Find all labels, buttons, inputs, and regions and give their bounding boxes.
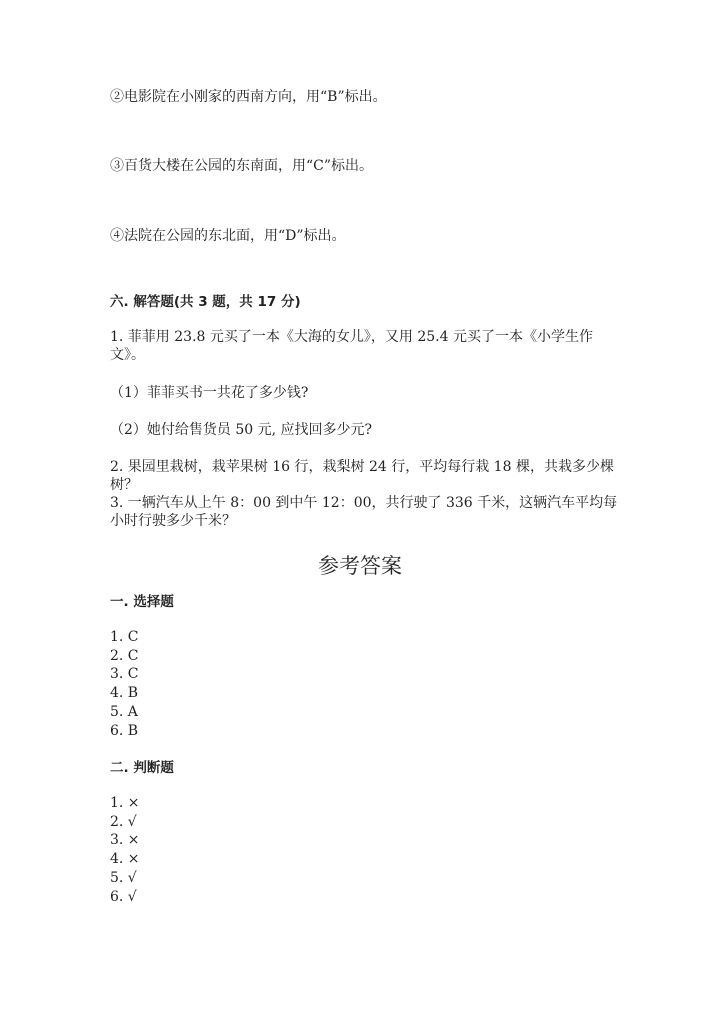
map-item-d: ④法院在公园的东北面，用“D”标出。 — [110, 228, 346, 244]
answer-item: 6. B — [110, 723, 139, 739]
answer-item: 1. × — [110, 795, 140, 811]
answer-item: 6. √ — [110, 889, 137, 905]
answer-item: 1. C — [110, 629, 139, 645]
question-1-part-2: （2）她付给售货员 50 元, 应找回多少元? — [110, 422, 373, 438]
answers-part1-heading: 一. 选择题 — [110, 594, 174, 610]
map-item-b: ②电影院在小刚家的西南方向，用“B”标出。 — [110, 89, 387, 105]
answer-item: 3. × — [110, 832, 140, 848]
answers-title: 参考答案 — [318, 554, 402, 578]
answer-item: 2. √ — [110, 814, 137, 830]
answers-part2-heading: 二. 判断题 — [110, 760, 174, 776]
question-2-cont: 树？ — [110, 477, 138, 493]
section-heading: 六. 解答题(共 3 题，共 17 分) — [110, 294, 301, 310]
question-2: 2. 果园里栽树，栽苹果树 16 行，栽梨树 24 行，平均每行栽 18 棵，共栽多少棵 — [110, 459, 614, 475]
answer-item: 2. C — [110, 648, 139, 664]
answer-item: 5. A — [110, 704, 138, 720]
answer-item: 3. C — [110, 666, 139, 682]
question-1-part-1: （1）菲菲买书一共花了多少钱? — [110, 385, 309, 401]
question-3-cont: 小时行驶多少千米？ — [110, 513, 236, 529]
question-1: 1. 菲菲用 23.8 元买了一本《大海的女儿》，又用 25.4 元买了一本《小学生作 — [110, 329, 593, 345]
answer-item: 5. √ — [110, 870, 137, 886]
question-1-cont: 文》。 — [110, 347, 145, 363]
map-item-c: ③百货大楼在公园的东南面，用“C”标出。 — [110, 158, 374, 174]
answer-item: 4. × — [110, 851, 140, 867]
question-3: 3. 一辆汽车从上午 8：00 到中午 12：00，共行驶了 336 千米，这辆汽车平均每 — [110, 495, 618, 511]
answer-item: 4. B — [110, 685, 139, 701]
